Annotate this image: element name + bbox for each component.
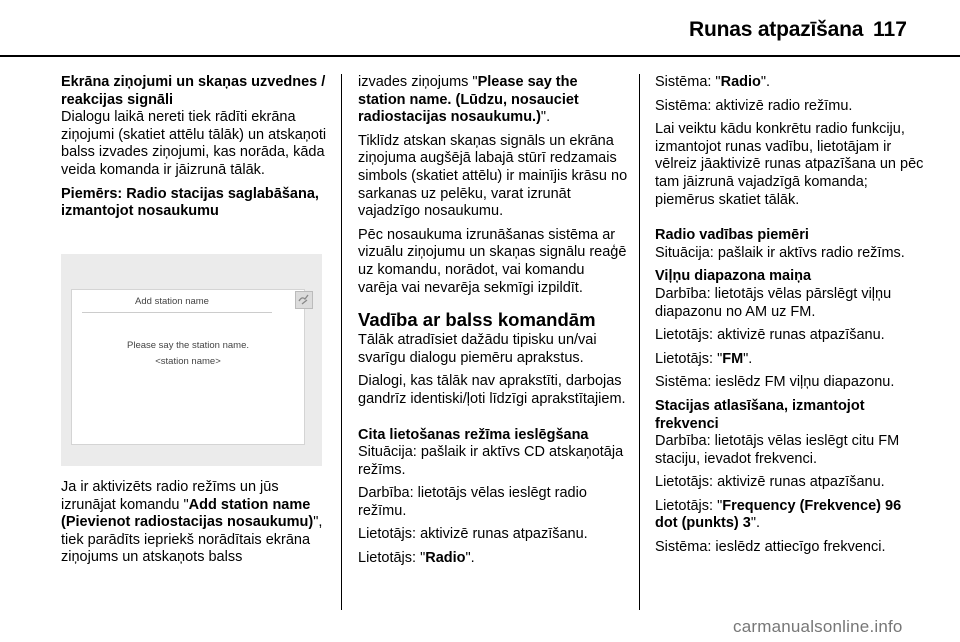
paragraph-user-fm: Lietotājs: "FM". (655, 350, 753, 367)
section-title: Runas atpazīšana (689, 18, 864, 41)
speech-status-icon (295, 291, 313, 309)
paragraph-other-dialogs: Dialogi, kas tālāk nav aprakstīti, darbojas gandrīz identiski/ļoti līdzīgi aprakstītajiem. (358, 373, 626, 407)
column-3 (655, 74, 927, 563)
paragraph-response: Pēc nosaukuma izrunāšanas sistēma ar vizuālu ziņojumu un skaņas signālu reaģē uz komandu, norādot, vai komandu varēja vai nevarēja sekmīgi izpildīt. (358, 226, 627, 296)
screen-title: Add station name (135, 296, 209, 307)
screen-prompt: Please say the station name. (127, 340, 249, 351)
paragraph-voice-output: izvades ziņojums "Please say the station name. (Lūdzu, nosauciet radiostacijas nosaukumu.)". (358, 74, 579, 126)
paragraph-user-activates-2: Lietotājs: aktivizē runas atpazīšanu. (655, 327, 885, 344)
paragraph-radio-mode: Ja ir aktivizēts radio režīms un jūs izrunājat komandu "Add station name (Pievienot radiostacijas nosaukumu)", tiek parādīts iepriekš norādītais ekrāna ziņojums un atskaņots balss (61, 479, 323, 566)
column-divider-1 (341, 74, 342, 610)
paragraph-radio-function: Lai veiktu kādu konkrētu radio funkciju, izmantojot runas vadību, lietotājam ir vēlreiz jāaktivizē runas atpazīšana un pēc tam jāizrunā vajadzīgā komanda; piemērus skatiet tālāk. (655, 121, 924, 208)
heading-example: Piemērs: Radio stacijas saglabāšana, izmantojot nosaukumu (61, 185, 319, 220)
paragraph-dialog-intro: Dialogu laikā nereti tiek rādīti ekrāna ziņojumi (skatiet attēlu tālāk) un atskaņoti balss izvades ziņojumi, kas norāda, kāda veida komanda ir jāizrunā tālāk. (61, 109, 327, 178)
paragraph-user-radio: Lietotājs: "Radio". (358, 550, 475, 567)
page-number: 117 (873, 18, 907, 41)
screen-dialog-box (71, 289, 305, 445)
screen-placeholder: <station name> (155, 356, 221, 367)
column-1 (61, 74, 331, 221)
paragraph-situation-cd: Situācija: pašlaik ir aktīvs CD atskaņotāja režīms. (358, 444, 624, 478)
paragraph-system-activates: Sistēma: aktivizē radio režīmu. (655, 97, 853, 114)
screen-title-divider (82, 312, 272, 313)
paragraph-action-fm: Darbība: lietotājs vēlas pārslēgt viļņu diapazonu no AM uz FM. (655, 285, 892, 320)
paragraph-action-radio: Darbība: lietotājs vēlas ieslēgt radio režīmu. (358, 485, 587, 519)
screen-message-figure (61, 254, 322, 466)
paragraph-dialog-examples: Tālāk atradīsiet dažādu tipisku un/vai svarīgu dialogu piemēru aprakstus. (358, 332, 597, 366)
paragraph-user-activates: Lietotājs: aktivizē runas atpazīšanu. (358, 526, 588, 543)
paragraph-action-frequency: Darbība: lietotājs vēlas ieslēgt citu FM staciju, ievadot frekvenci. (655, 433, 900, 467)
paragraph-system-radio: Sistēma: "Radio". (655, 74, 771, 90)
heading-switch-mode: Cita lietošanas režīma ieslēgšana (358, 426, 589, 443)
paragraph-system-fm: Sistēma: ieslēdz FM viļņu diapazonu. (655, 374, 895, 391)
column-divider-2 (639, 74, 640, 610)
heading-waveband: Viļņu diapazona maiņa (655, 268, 812, 285)
heading-frequency: Stacijas atlasīšana, izmantojot frekvenci (655, 397, 865, 432)
header-divider (0, 55, 960, 57)
paragraph-signal: Tiklīdz atskan skaņas signāls un ekrāna ziņojuma augšējā labajā stūrī redzamais simbols (skatiet attēlu) ir mainījis krāsu no sarkanas uz pelēku, varat izrunāt vajadzīgo nosaukumu. (358, 132, 628, 220)
paragraph-system-frequency: Sistēma: ieslēdz attiecīgo frekvenci. (655, 539, 886, 556)
heading-radio-examples: Radio vadības piemēri (655, 227, 809, 244)
paragraph-situation-radio: Situācija: pašlaik ir aktīvs radio režīms. (655, 244, 905, 261)
paragraph-user-frequency: Lietotājs: "Frequency (Frekvence) 96 dot (punkts) 3". (655, 497, 902, 532)
watermark-text: carmanualsonline.info (733, 617, 903, 636)
column-1-bottom (61, 479, 331, 573)
column-2 (358, 74, 628, 574)
paragraph-user-activates-3: Lietotājs: aktivizē runas atpazīšanu. (655, 474, 885, 491)
heading-voice-control: Vadība ar balss komandām (358, 309, 596, 331)
heading-screen-messages: Ekrāna ziņojumi un skaņas uzvednes / reakcijas signāli (61, 74, 326, 108)
